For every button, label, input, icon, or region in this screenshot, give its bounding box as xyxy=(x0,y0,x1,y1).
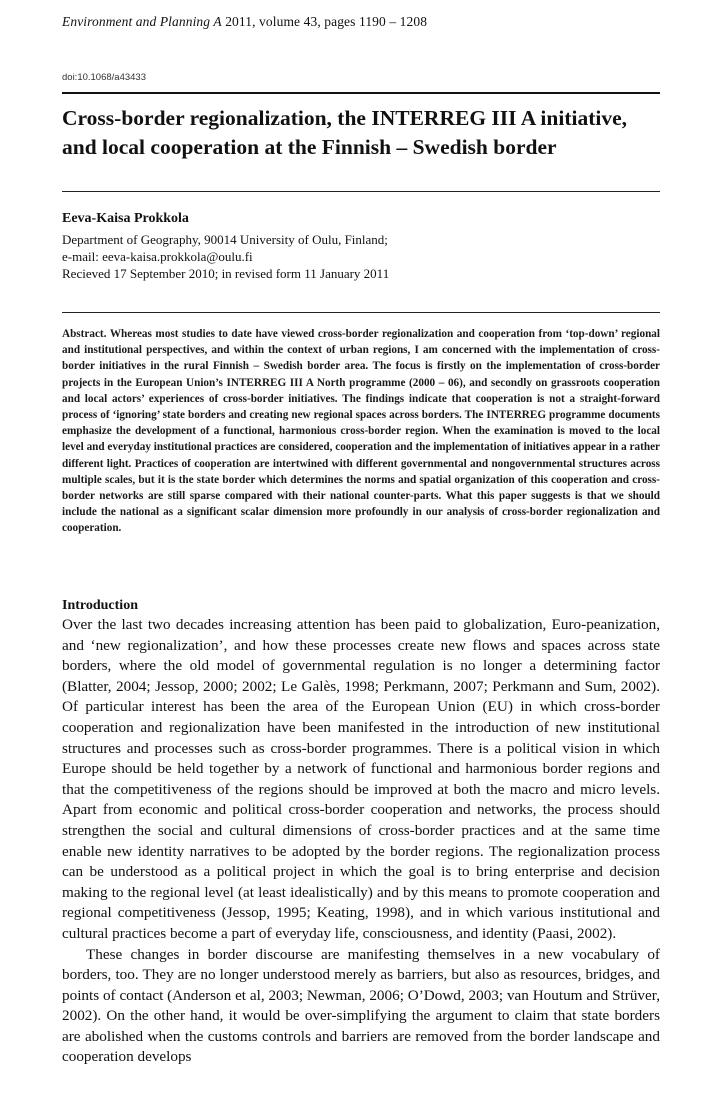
doi-label: doi:10.1068/a43433 xyxy=(62,72,146,83)
publication-details: 2011, volume 43, pages 1190 – 1208 xyxy=(225,14,428,29)
introduction-body xyxy=(62,615,660,1068)
author-block xyxy=(62,210,660,282)
title-line-1: Cross-border regionalization, the INTERREG III A initiative, xyxy=(62,106,628,130)
header-rule xyxy=(62,92,660,94)
received-dates: Recieved 17 September 2010; in revised form 11 January 2011 xyxy=(62,266,390,281)
paragraph: These changes in border discourse are manifesting themselves in a new vocabulary of borders, too. They are no longer understood merely as barriers, but also as resources, bridges, and points of contact (Anderson et al, 2003; Newman, 2006; O’Dowd, 2003; van Houtum and Strüver, 2002). On the other hand, it would be over-simplifying the argument to claim that state borders are abolished when the customs controls and barriers are removed from the border landscape and cooperation develops xyxy=(62,945,660,1066)
abstract-label: Abstract. xyxy=(62,328,107,340)
author-affiliation: Department of Geography, 90014 University of Oulu, Finland; xyxy=(62,232,388,247)
title-line-2: and local cooperation at the Finnish – Swedish border xyxy=(62,135,557,159)
section-heading-introduction: Introduction xyxy=(62,598,138,613)
author-rule xyxy=(62,312,660,313)
abstract xyxy=(62,326,660,537)
author-name: Eeva-Kaisa Prokkola xyxy=(62,211,189,226)
author-email: e-mail: eeva-kaisa.prokkola@oulu.fi xyxy=(62,249,253,264)
running-head xyxy=(62,14,660,30)
abstract-text: Whereas most studies to date have viewed cross-border regionalization and cooperation from ‘top-down’ regional and institutional perspectives, and within the context of urban regions, I am concerned with the implementation of cross-border initiatives in the rural Finnish – Swedish border area. The focus is firstly on the implementation of cross-border projects in the European Union’s INTERREG III A North programme (2000 – 06), and secondly on grassroots cooperation and local actors’ experiences of cross-border initiatives. The findings indicate that cooperation is not a straight-forward process of ‘ignoring’ state borders and creating new regional spaces across borders. The INTERREG programme documents emphasize the development of a functional, harmonious cross-border region. When the examination is moved to the local level and everyday institutional practices are considered, cooperation and the implementation of initiatives appear in a rather different light. Practices of cooperation are intertwined with different governmental and nongovernmental structures across multiple scales, but it is the state border which determines the norms and spatial organization of this cooperation and cross-border networks are still sparse compared with their national counter-parts. What this paper suggests is that we should include the national as a significant scalar dimension more profoundly in our analysis of cross-border regionalization and cooperation. xyxy=(62,328,660,535)
paragraph: Over the last two decades increasing attention has been paid to globalization, Euro-peanization, and ‘new regionalization’, and how these processes create new flows and spaces across state borders, where the old model of governmental regulation is no longer a determining factor (Blatter, 2004; Jessop, 2000; 2002; Le Galès, 1998; Perkmann, 2007; Perkmann and Sum, 2002). Of particular interest has been the area of the European Union (EU) in which cross-border cooperation and regionalization have been manifested in the introduction of new institutional structures and processes such as cross-border programmes. There is a political vision in which Europe should be held together by a network of functional and harmonious border regions and that the competitiveness of the regions should be improved at both the macro and micro levels. Apart from economic and political cross-border cooperation and networks, the process should strengthen the social and cultural dimensions of cross-border practices and at the same time enable new identity narratives to be adopted by the border regions. The regionalization process can be understood as a political project in which the goal is to bring enterprise and decision making to the regional level (at least idealistically) and by this means to promote cooperation and regional competitiveness (Jessop, 1995; Keating, 1998), and in which various institutional and cultural practices become a part of everyday life, consciousness, and identity (Paasi, 2002). xyxy=(62,616,660,942)
journal-name: Environment and Planning A xyxy=(62,14,222,29)
title-rule xyxy=(62,191,660,192)
article-title xyxy=(62,104,660,162)
